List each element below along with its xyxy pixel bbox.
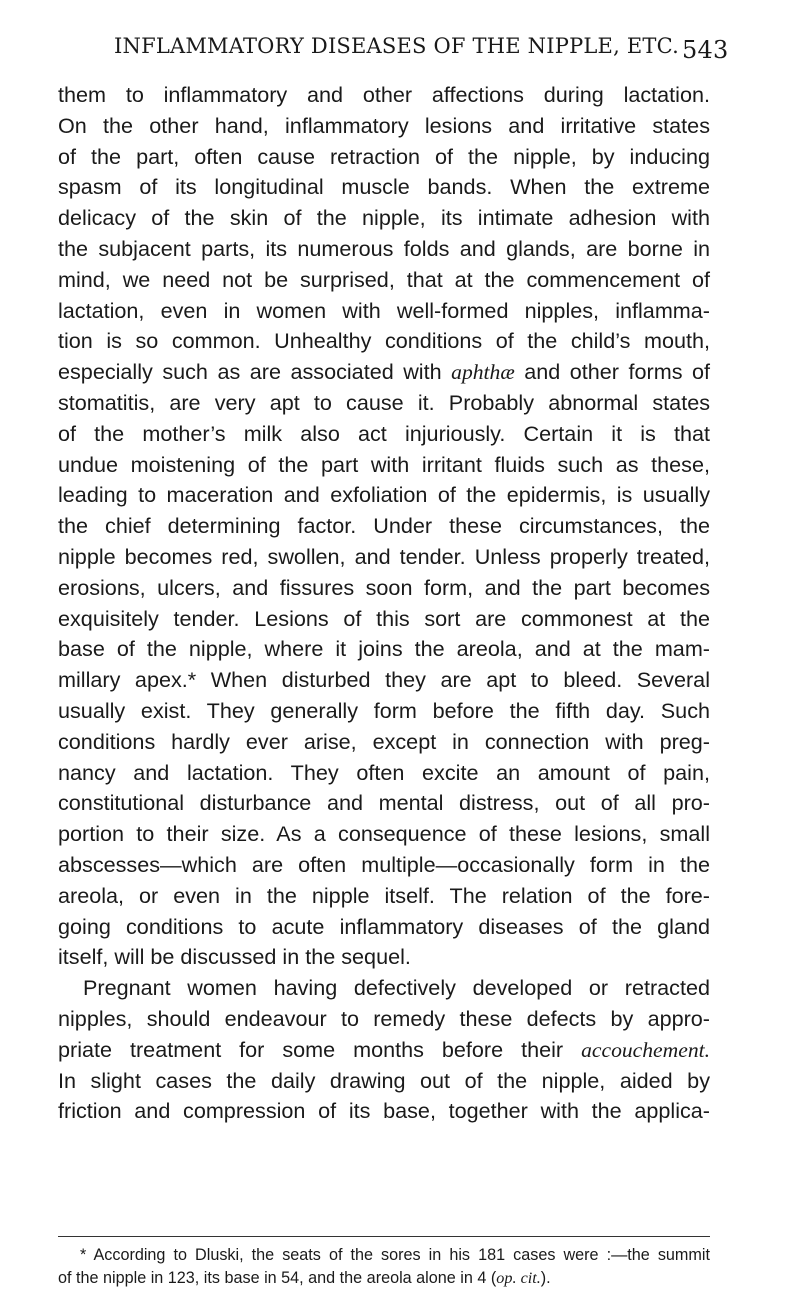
text-line: of the mother’s milk also act injuriously. Certain it is that [58, 420, 710, 446]
running-title: INFLAMMATORY DISEASES OF THE NIPPLE, ETC. [114, 34, 679, 58]
footnote-rule [58, 1236, 710, 1237]
text-line: spasm of its longitudinal muscle bands. When the extreme [58, 174, 710, 200]
text-line: conditions hardly ever arise, except in connection with preg- [58, 728, 710, 754]
footnote [58, 1244, 710, 1289]
text-line: abscesses—which are often multiple—occasionally form in the [58, 851, 710, 877]
text-line: portion to their size. As a consequence of these lesions, small [58, 821, 710, 847]
text-line: nipples, should endeavour to remedy these defects by appro- [58, 1005, 710, 1031]
body-text [58, 80, 710, 1127]
text-segment: priate treatment for some months before their [58, 1036, 564, 1062]
text-line: On the other hand, inflammatory lesions and irritative states [58, 112, 710, 138]
text-line: usually exist. They generally form before the fifth day. Such [58, 697, 710, 723]
text-line: friction and compression of its base, together with the applica- [58, 1098, 710, 1124]
footnote-line: * According to Dluski, the seats of the sores in his 181 cases were :—the summit [80, 1246, 710, 1264]
italic-term: op. cit. [496, 1268, 541, 1287]
text-segment: ). [540, 1268, 551, 1287]
text-line: itself, will be discussed in the sequel. [58, 944, 411, 970]
text-line: In slight cases the daily drawing out of the nipple, aided by [58, 1067, 710, 1093]
text-line: of the part, often cause retraction of the nipple, by inducing [58, 143, 710, 169]
text-line: lactation, even in women with well-formed nipples, inflamma- [58, 297, 710, 323]
footnote-line [58, 1267, 710, 1290]
page-number: 543 [682, 36, 729, 64]
text-line: tion is so common. Unhealthy conditions of the child’s mouth, [58, 328, 710, 354]
text-line: exquisitely tender. Lesions of this sort are commonest at the [58, 605, 710, 631]
text-line: delicacy of the skin of the nipple, its intimate adhesion with [58, 205, 710, 231]
text-line: nancy and lactation. They often excite an amount of pain, [58, 759, 710, 785]
text-line: stomatitis, are very apt to cause it. Probably abnormal states [58, 389, 710, 415]
text-line: constitutional disturbance and mental distress, out of all pro- [58, 790, 710, 816]
text-segment: of the nipple in 123, its base in 54, and the areola alone in 4 ( [58, 1268, 497, 1287]
text-line: the chief determining factor. Under these circumstances, the [58, 513, 710, 539]
text-line: millary apex.* When disturbed they are apt to bleed. Several [58, 667, 710, 693]
text-line: them to inflammatory and other affections during lactation. [58, 82, 710, 107]
text-line [58, 1035, 710, 1066]
text-line: nipple becomes red, swollen, and tender. Unless properly treated, [58, 543, 710, 569]
text-line [58, 357, 710, 388]
italic-term: aphthæ [451, 360, 515, 385]
text-line: going conditions to acute inflammatory diseases of the gland [58, 913, 710, 939]
text-line: Pregnant women having defectively developed or retracted [83, 975, 710, 1001]
text-line: mind, we need not be surprised, that at the commencement of [58, 266, 710, 292]
text-line: base of the nipple, where it joins the areola, and at the mam- [58, 636, 710, 662]
text-line: areola, or even in the nipple itself. The relation of the fore- [58, 882, 710, 908]
running-head [114, 34, 734, 64]
text-segment: especially such as are associated with [58, 359, 442, 385]
italic-term: accouchement. [581, 1037, 711, 1062]
text-line: erosions, ulcers, and fissures soon form, and the part becomes [58, 574, 710, 600]
text-segment: and other forms of [524, 359, 711, 385]
text-line: leading to maceration and exfoliation of the epidermis, is usually [58, 482, 710, 508]
text-line: the subjacent parts, its numerous folds and glands, are borne in [58, 235, 710, 261]
text-line: undue moistening of the part with irritant fluids such as these, [58, 451, 710, 477]
